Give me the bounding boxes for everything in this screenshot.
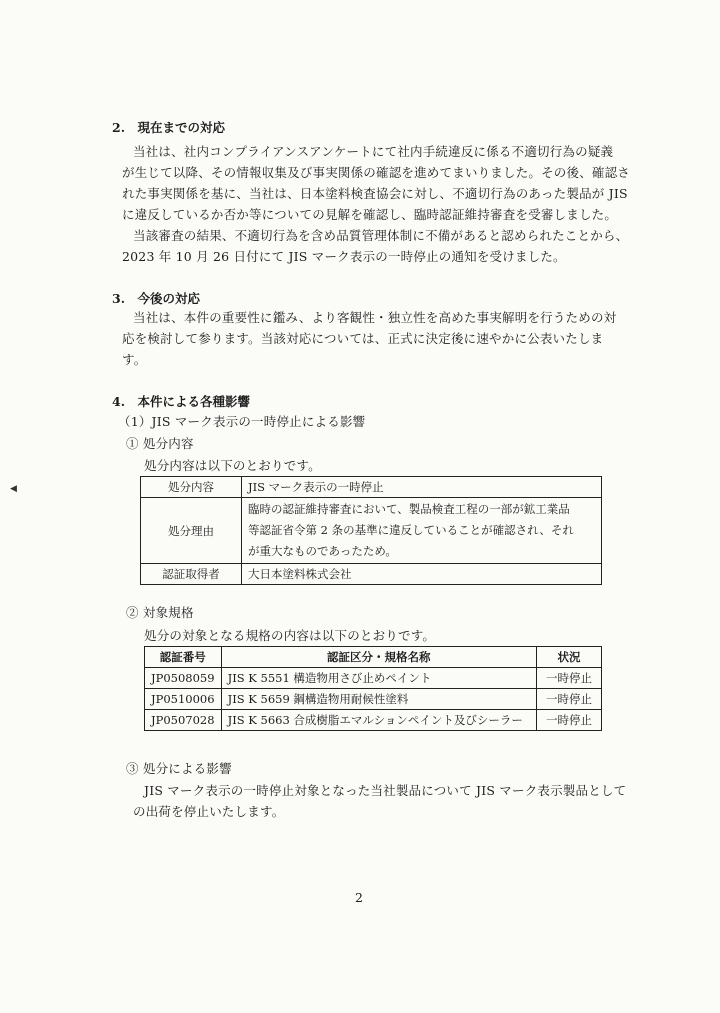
item-3-heading: ③ 処分による影響 — [126, 761, 232, 776]
section-2-heading: 2. 現在までの対応 — [112, 120, 226, 135]
page-number: 2 — [355, 890, 364, 905]
item-1-heading: ① 処分内容 — [126, 436, 194, 451]
section-3-para-line3: す。 — [122, 352, 147, 367]
section-4-sub1-heading: （1）JIS マーク表示の一時停止による影響 — [118, 414, 366, 429]
table-row — [141, 498, 602, 564]
row-value-line: 等認証省令第 2 条の基準に違反していることが確認され、それ — [248, 523, 574, 537]
column-header: 認証番号 — [145, 647, 222, 668]
section-2-para2-line2: 2023 年 10 月 26 日付にて JIS マーク表示の一時停止の通知を受けました。 — [122, 249, 566, 264]
status: 一時停止 — [537, 689, 602, 710]
section-3-heading: 3. 今後の対応 — [112, 291, 201, 306]
disposition-table — [140, 476, 602, 585]
section-4-heading: 4. 本件による各種影響 — [112, 394, 251, 409]
item-1-intro: 処分内容は以下のとおりです。 — [144, 458, 321, 473]
item-3-para-line2: の出荷を停止いたします。 — [133, 804, 285, 819]
row-label: 認証取得者 — [141, 564, 242, 585]
cert-number: JP0510006 — [145, 689, 222, 710]
margin-marker: ◀ — [10, 484, 17, 494]
item-3-para-line1: JIS マーク表示の一時停止対象となった当社製品について JIS マーク表示製品として — [144, 783, 627, 798]
standard-name: JIS K 5551 構造物用さび止めペイント — [221, 668, 536, 689]
row-value: JIS マーク表示の一時停止 — [242, 477, 602, 498]
section-2-para1-line1: 当社は、社内コンプライアンスアンケートにて社内手続違反に係る不適切行為の疑義 — [133, 144, 614, 159]
table-row — [141, 477, 602, 498]
table-row — [145, 689, 602, 710]
standards-table — [144, 646, 602, 731]
table-header-row — [145, 647, 602, 668]
column-header: 認証区分・規格名称 — [221, 647, 536, 668]
row-label: 処分理由 — [141, 498, 242, 564]
row-value — [242, 498, 602, 564]
column-header: 状況 — [537, 647, 602, 668]
status: 一時停止 — [537, 710, 602, 731]
item-2-intro: 処分の対象となる規格の内容は以下のとおりです。 — [144, 628, 436, 643]
row-label: 処分内容 — [141, 477, 242, 498]
row-value-line: が重大なものであったため。 — [248, 544, 397, 558]
section-2-para2-line1: 当該審査の結果、不適切行為を含め品質管理体制に不備があると認められたことから、 — [133, 228, 629, 243]
table-row — [141, 564, 602, 585]
standard-name: JIS K 5659 鋼構造物用耐候性塗料 — [221, 689, 536, 710]
cert-number: JP0508059 — [145, 668, 222, 689]
section-3-para-line2: 応を検討して参ります。当該対応については、正式に決定後に速やかに公表いたしま — [122, 331, 604, 346]
standard-name: JIS K 5663 合成樹脂エマルションペイント及びシーラー — [221, 710, 536, 731]
row-value: 大日本塗料株式会社 — [242, 564, 602, 585]
cert-number: JP0507028 — [145, 710, 222, 731]
section-2-para1-line2: が生じて以降、その情報収集及び事実関係の確認を進めてまいりました。その後、確認さ — [122, 165, 631, 180]
section-2-para1-line3: れた事実関係を基に、当社は、日本塗料検査協会に対し、不適切行為のあった製品が JIS — [122, 186, 628, 201]
item-2-heading: ② 対象規格 — [126, 605, 194, 620]
table-row — [145, 710, 602, 731]
row-value-line: 臨時の認証維持審査において、製品検査工程の一部が鉱工業品 — [248, 502, 570, 516]
status: 一時停止 — [537, 668, 602, 689]
section-3-para-line1: 当社は、本件の重要性に鑑み、より客観性・独立性を高めた事実解明を行うための対 — [133, 310, 617, 325]
table-row — [145, 668, 602, 689]
section-2-para1-line4: に違反しているか否か等についての見解を確認し、臨時認証維持審査を受審しました。 — [122, 207, 618, 222]
